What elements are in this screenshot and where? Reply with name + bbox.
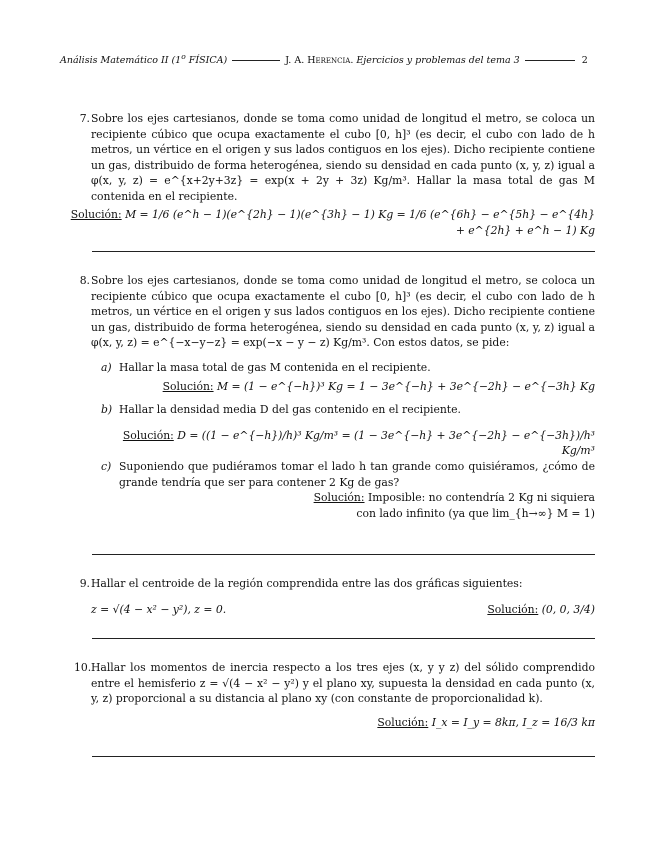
problem-text: Hallar el centroide de la región comprendida entre las dos gráficas siguientes: (91, 577, 523, 590)
solution-label: Solución: (70, 208, 122, 221)
part-text: Hallar la masa total de gas M contenida en el recipiente. (119, 361, 431, 374)
header-subtitle: Ejercicios y problemas del tema 3 (356, 55, 520, 67)
problem-text: Sobre los ejes cartesianos, donde se toma como unidad de longitud el metro, se coloca un recipiente cúbico que ocupa exactamente el cubo [0, h]³ (es decir, el cubo con lado de h metros, un vértice en el origen y sus lados contiguos en los ejes). Dicho recipiente contiene un gas, distribuido de forma heterogénea, siendo su densidad en cada punto (x, y, z) igual a φ(x, y, z) = e^{−x−y−z} = exp(−x − y − z) Kg/m³. Con estos datos, se pide: (91, 274, 595, 350)
solution-line-1: Imposible: no contendría 2 Kg ni siquiera (367, 491, 595, 505)
solution-formula: M = (1 − e^{−h})³ Kg = 1 − 3e^{−h} + 3e^{−2h} − e^{−3h} Kg (216, 379, 595, 393)
problem-equation: z = √(4 − x² − y²), z = 0. (91, 602, 227, 616)
part-text: Hallar la densidad media D del gas contenido en el recipiente. (119, 403, 461, 416)
solution-label: Solución: (122, 428, 174, 442)
part-label: a) (101, 361, 112, 374)
problem-number: 7. (79, 112, 90, 125)
part-text: Suponiendo que pudiéramos tomar el lado h tan grande como quisiéramos, ¿cómo de grande tendría que ser para contener 2 Kg de gas? (119, 460, 595, 489)
problem-10 (60, 660, 595, 730)
problem-9 (60, 576, 595, 617)
divider (92, 638, 595, 639)
header-author: J. A. Herencia. (285, 55, 354, 67)
solution-label: Solución: (162, 379, 214, 393)
divider (92, 251, 595, 252)
page-header (60, 52, 595, 66)
problem-8-part-b (60, 402, 595, 459)
divider (92, 554, 595, 555)
problem-number: 8. (79, 274, 90, 287)
solution-formula: D = ((1 − e^{−h})/h)³ Kg/m³ = (1 − 3e^{−h} + 3e^{−2h} − e^{−3h})/h³ Kg/m³ (177, 428, 595, 458)
page-number: 2 (581, 55, 588, 67)
header-course: Análisis Matemático II (1$^o$ FÍSICA) (60, 52, 228, 67)
problem-number: 9. (79, 577, 90, 590)
problem-text: Sobre los ejes cartesianos, donde se toma como unidad de longitud el metro, se coloca un recipiente cúbico que ocupa exactamente el cubo [0, h]³ (es decir, el cubo con lado de h metros, un vértice en el origen y sus lados contiguos en los ejes). Dicho recipiente contiene un gas, distribuido de forma heterogénea, siendo su densidad en cada punto (x, y, z) igual a φ(x, y, z) = e^{x+2y+3z} = exp(x + 2y + 3z) Kg/m³. Hallar la masa total de gas M contenida en el recipiente. (91, 112, 595, 203)
problem-8 (60, 273, 595, 351)
solution-label: Solución: (487, 602, 539, 616)
header-rule-2 (525, 60, 575, 61)
solution-label: Solución: (313, 491, 365, 505)
problem-7-solution (60, 207, 595, 238)
part-label: c) (101, 460, 112, 473)
solution-formula: I_x = I_y = 8kπ, I_z = 16/3 kπ (431, 715, 595, 729)
problem-number: 10. (74, 661, 92, 674)
divider (92, 756, 595, 757)
solution-formula: (0, 0, 3/4) (541, 602, 595, 616)
solution-label: Solución: (377, 715, 429, 729)
part-label: b) (101, 403, 113, 416)
header-rule (232, 60, 280, 61)
problem-8-part-c (60, 459, 595, 521)
problem-7 (60, 111, 595, 205)
solution-formula: M = 1/6 (e^h − 1)(e^{2h} − 1)(e^{3h} − 1) Kg = 1/6 (e^{6h} − e^{5h} − e^{4h} + e^{2h} + e^h − 1) Kg (125, 208, 595, 237)
problem-text: Hallar los momentos de inercia respecto a los tres ejes (x, y y z) del sólido comprendido entre el hemisferio z = √(4 − x² − y²) y el plano xy, supuesta la densidad en cada punto (x, y, z) proporcional a su distancia al plano xy (con constante de proporcionalidad k). (91, 661, 595, 706)
problem-8-part-a (60, 360, 595, 394)
solution-line-2: con lado infinito (ya que lim_{h→∞} M = 1) (356, 506, 595, 520)
